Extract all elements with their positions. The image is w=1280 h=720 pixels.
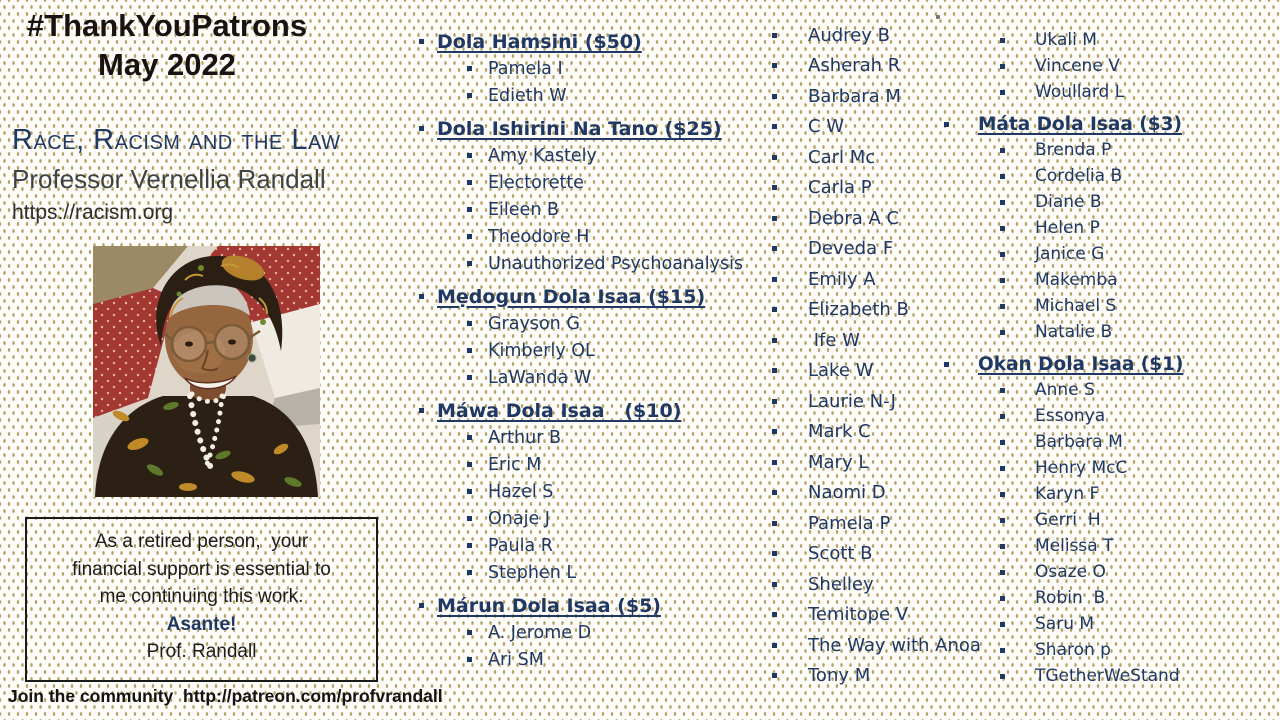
community-footer: Join the community http://patreon.com/profvrandall	[8, 686, 443, 706]
bullet-square-icon	[1000, 440, 1005, 445]
tier-title: Máta Dola Isaa ($3)	[978, 113, 1182, 135]
patron-row	[412, 505, 780, 532]
site-title: Race, Racism and the Law	[12, 124, 341, 156]
bullet-square-icon	[467, 543, 472, 548]
bullet-square-icon	[467, 435, 472, 440]
patron-name: Paula R	[488, 535, 553, 556]
bullet-square-icon	[1000, 64, 1005, 69]
bullet-square-icon	[1000, 226, 1005, 231]
patron-name: Unauthorized Psychoanalysis	[488, 253, 744, 274]
bullet-square-icon	[1000, 674, 1005, 679]
patron-row	[940, 481, 1202, 507]
patron-name: Deveda F	[808, 238, 894, 260]
note-line: me continuing this work.	[99, 586, 304, 607]
bullet-square-icon	[772, 460, 777, 465]
patron-name: Theodore H	[488, 226, 590, 247]
tier-header-row	[412, 28, 780, 55]
patron-row	[412, 451, 780, 478]
patron-name: Sharon p	[1035, 640, 1111, 660]
patron-row	[940, 663, 1202, 689]
note-signature: Prof. Randall	[146, 641, 257, 662]
patron-column-tiers	[412, 22, 780, 673]
bullet-square-icon	[1000, 648, 1005, 653]
tier-title: Dola Ishirini Na Tano ($25)	[437, 117, 722, 140]
tier-header-row	[412, 115, 780, 142]
patron-name: Saru M	[1035, 614, 1095, 634]
tier-header-row	[412, 592, 780, 619]
tier-header-row	[940, 351, 1202, 377]
bullet-square-icon	[772, 277, 777, 282]
patron-row	[940, 79, 1202, 105]
bullet-square-icon	[1000, 330, 1005, 335]
bullet-square-icon	[1000, 174, 1005, 179]
patron-name: Lake W	[808, 360, 874, 382]
bullet-square-icon	[467, 462, 472, 467]
tier-header-row	[412, 397, 780, 424]
patron-name: Janice G	[1035, 244, 1105, 264]
bullet-square-icon	[419, 408, 424, 413]
patron-name: Barbara M	[1035, 432, 1123, 452]
bullet-square-icon	[467, 66, 472, 71]
patron-name: Shelley	[808, 573, 874, 595]
bullet-square-icon	[1000, 466, 1005, 471]
patron-name: Carla P	[808, 177, 872, 199]
patron-name: Anne S	[1035, 380, 1095, 400]
support-note-box	[25, 517, 378, 682]
bullet-square-icon	[772, 643, 777, 648]
bullet-square-icon	[1000, 304, 1005, 309]
bullet-square-icon	[467, 348, 472, 353]
patron-name: Grayson G	[488, 313, 580, 334]
patron-name: C W	[808, 116, 845, 138]
patron-row	[940, 429, 1202, 455]
patron-name: TGetherWeStand	[1035, 666, 1180, 686]
bullet-square-icon	[467, 234, 472, 239]
patron-row	[940, 163, 1202, 189]
bullet-square-icon	[772, 185, 777, 190]
patron-name: Karyn F	[1035, 484, 1100, 504]
patron-name: Tony M	[808, 665, 871, 687]
bullet-square-icon	[772, 124, 777, 129]
patron-name: Osaze O	[1035, 562, 1106, 582]
bullet-square-icon	[772, 216, 777, 221]
patron-name: Audrey B	[808, 24, 890, 46]
bullet-square-icon	[467, 261, 472, 266]
patron-name: Asherah R	[808, 55, 901, 77]
bullet-square-icon	[419, 603, 424, 608]
patron-row	[412, 478, 780, 505]
bullet-square-icon	[1000, 278, 1005, 283]
site-url: https://racism.org	[12, 201, 174, 224]
patron-name: Woullard L	[1035, 82, 1125, 102]
patron-row	[412, 310, 780, 337]
patron-row	[940, 507, 1202, 533]
bullet-square-icon	[467, 375, 472, 380]
bullet-square-icon	[772, 673, 777, 678]
patron-row	[412, 559, 780, 586]
patron-row	[940, 27, 1202, 53]
patron-name: Stephen L	[488, 562, 577, 583]
patron-row	[940, 637, 1202, 663]
patron-row	[412, 337, 780, 364]
patron-row	[940, 241, 1202, 267]
patron-row	[940, 189, 1202, 215]
bullet-square-icon	[772, 63, 777, 68]
patron-row	[940, 137, 1202, 163]
patron-row	[412, 364, 780, 391]
patron-name: Diane B	[1035, 192, 1102, 212]
stray-mark	[936, 15, 940, 19]
bullet-square-icon	[772, 582, 777, 587]
patron-name: Melissa T	[1035, 536, 1114, 556]
patron-row	[940, 319, 1202, 345]
bullet-square-icon	[1000, 388, 1005, 393]
patron-name: Edieth W	[488, 85, 567, 106]
bullet-square-icon	[467, 516, 472, 521]
bullet-square-icon	[772, 399, 777, 404]
patron-name: Scott B	[808, 543, 873, 565]
patron-row	[940, 215, 1202, 241]
bullet-square-icon	[772, 94, 777, 99]
patron-name: The Way with Anoa	[808, 634, 981, 656]
patron-name: Robin B	[1035, 588, 1106, 608]
bullet-square-icon	[772, 490, 777, 495]
patron-row	[412, 55, 780, 82]
bullet-square-icon	[467, 570, 472, 575]
tier-title: Mẹdogun Dola Isaa ($15)	[437, 285, 706, 308]
patron-name: Arthur B	[488, 427, 561, 448]
patron-row	[940, 267, 1202, 293]
bullet-square-icon	[467, 153, 472, 158]
patron-row	[940, 293, 1202, 319]
patron-row	[940, 53, 1202, 79]
patron-row	[940, 585, 1202, 611]
patron-row	[940, 559, 1202, 585]
patron-name: Laurie N-J	[808, 390, 896, 412]
patron-row	[412, 646, 780, 673]
bullet-square-icon	[467, 321, 472, 326]
patron-name: Ife W	[808, 329, 860, 351]
patron-row	[412, 169, 780, 196]
patron-name: Kimberly OL	[488, 340, 595, 361]
patron-name: Michael S	[1035, 296, 1117, 316]
bullet-square-icon	[467, 489, 472, 494]
bullet-square-icon	[1000, 414, 1005, 419]
patron-name: Essonya	[1035, 406, 1106, 426]
portrait-photo	[93, 246, 320, 497]
bullet-square-icon	[1000, 570, 1005, 575]
bullet-square-icon	[772, 307, 777, 312]
note-line: financial support is essential to	[72, 558, 331, 580]
patron-name: Henry McC	[1035, 458, 1128, 478]
bullet-square-icon	[1000, 622, 1005, 627]
bullet-square-icon	[1000, 252, 1005, 257]
patron-row	[412, 82, 780, 109]
tier-title: Dola Hamsini ($50)	[437, 30, 642, 53]
patron-name: Onaje J	[488, 508, 550, 529]
bullet-square-icon	[772, 368, 777, 373]
slide-title	[2, 6, 332, 84]
patron-row	[412, 619, 780, 646]
bullet-square-icon	[1000, 596, 1005, 601]
bullet-square-icon	[467, 180, 472, 185]
patron-name: Eileen B	[488, 199, 559, 220]
bullet-square-icon	[1000, 200, 1005, 205]
bullet-square-icon	[1000, 518, 1005, 523]
patron-name: Carl Mc	[808, 146, 876, 168]
patron-name: Helen P	[1035, 218, 1100, 238]
patron-row	[412, 142, 780, 169]
patron-row	[412, 424, 780, 451]
patron-row	[940, 403, 1202, 429]
bullet-square-icon	[944, 122, 949, 127]
patron-name: Mark C	[808, 421, 871, 443]
note-line: As a retired person, your	[94, 531, 309, 552]
note-asante: Asante!	[166, 613, 237, 635]
patron-name: Pamela P	[808, 512, 891, 534]
patron-name: Naomi D	[808, 482, 886, 504]
patron-name: Mary L	[808, 451, 869, 473]
bullet-square-icon	[772, 338, 777, 343]
patron-row	[940, 455, 1202, 481]
bullet-square-icon	[1000, 38, 1005, 43]
patron-name: Natalie B	[1035, 322, 1113, 342]
patron-name: Ukali M	[1035, 30, 1097, 50]
patron-name: Elizabeth B	[808, 299, 909, 321]
bullet-square-icon	[772, 551, 777, 556]
professor-name: Professor Vernellia Randall	[12, 164, 326, 194]
bullet-square-icon	[1000, 492, 1005, 497]
bullet-square-icon	[1000, 90, 1005, 95]
bullet-square-icon	[772, 155, 777, 160]
bullet-square-icon	[944, 362, 949, 367]
bullet-square-icon	[467, 657, 472, 662]
tier-header-row	[412, 283, 780, 310]
patron-name: Eric M	[488, 454, 542, 475]
patron-name: Gerri H	[1035, 510, 1101, 530]
patron-name: LaWanda W	[488, 367, 592, 388]
bullet-square-icon	[772, 521, 777, 526]
bullet-square-icon	[772, 612, 777, 617]
patron-row	[412, 250, 780, 277]
patron-name: Temitope V	[808, 604, 909, 626]
bullet-square-icon	[1000, 544, 1005, 549]
patron-name: Hazel S	[488, 481, 554, 502]
patron-row	[940, 611, 1202, 637]
bullet-square-icon	[1000, 148, 1005, 153]
bullet-square-icon	[772, 246, 777, 251]
bullet-square-icon	[467, 93, 472, 98]
patron-name: Electorette	[488, 172, 584, 193]
patron-row	[940, 533, 1202, 559]
patron-name: Debra A C	[808, 207, 900, 229]
patron-row	[412, 532, 780, 559]
patron-name: Makemba	[1035, 270, 1118, 290]
bullet-square-icon	[772, 33, 777, 38]
patron-name: Pamela I	[488, 58, 563, 79]
patron-name: Amy Kastely	[488, 145, 597, 166]
patron-row	[412, 196, 780, 223]
patron-name: Barbara M	[808, 85, 901, 107]
patron-name: Vincene V	[1035, 56, 1120, 76]
tier-header-row	[940, 111, 1202, 137]
tier-title: Márun Dola Isaa ($5)	[437, 594, 661, 617]
bullet-square-icon	[772, 429, 777, 434]
patron-name: Ari SM	[488, 649, 544, 670]
hashtag-title: #ThankYouPatrons	[26, 8, 308, 43]
patron-name: A. Jerome D	[488, 622, 592, 643]
patron-row	[940, 377, 1202, 403]
patron-name: Cordelia B	[1035, 166, 1123, 186]
patron-name: Emily A	[808, 268, 876, 290]
tier-title: Okan Dola Isaa ($1)	[978, 353, 1184, 375]
tier-title: Máwa Dola Isaa ($10)	[437, 399, 682, 422]
patron-name: Brenda P	[1035, 140, 1112, 160]
bullet-square-icon	[467, 207, 472, 212]
bullet-square-icon	[419, 126, 424, 131]
bullet-square-icon	[419, 39, 424, 44]
date-subtitle: May 2022	[98, 47, 236, 82]
bullet-square-icon	[419, 294, 424, 299]
patron-row	[412, 223, 780, 250]
patron-column-small-tiers	[940, 27, 1202, 689]
bullet-square-icon	[467, 630, 472, 635]
